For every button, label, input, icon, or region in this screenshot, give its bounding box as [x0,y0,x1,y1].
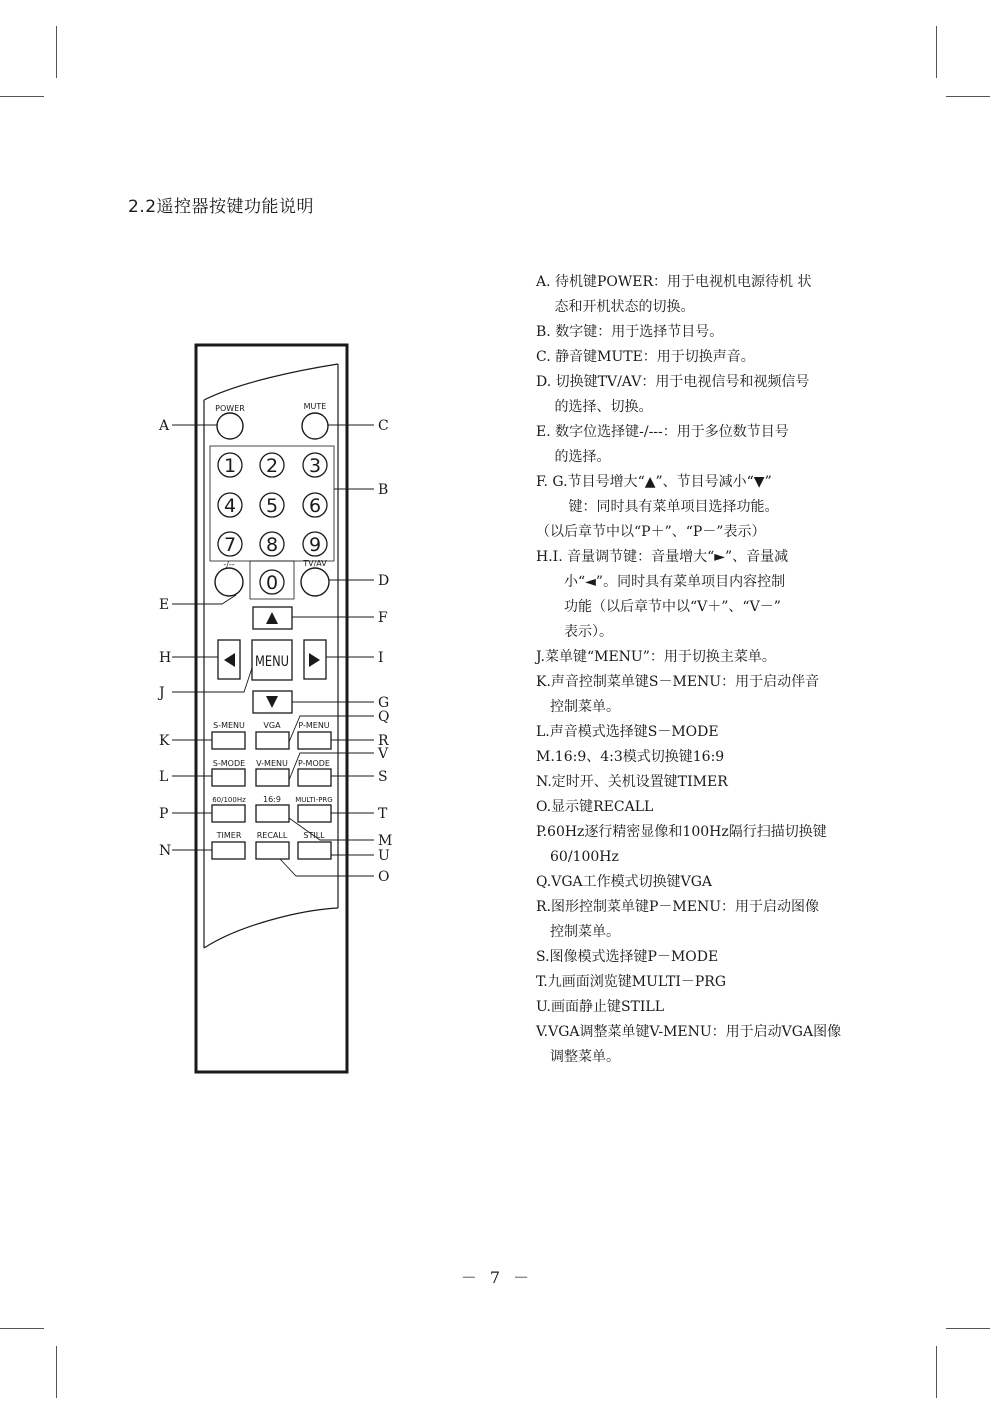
description-line: 控制菜单。 [536,924,620,940]
description-line: 的选择。 [536,449,611,465]
crop-mark [946,1328,990,1329]
callout-P: P [159,806,169,822]
callout-B: B [378,482,389,498]
callout-R: R [378,733,389,749]
tvav-button[interactable] [301,568,329,596]
digit-label-6: 6 [308,495,322,517]
description-line: O.显示键RECALL [536,799,654,815]
smenu-label: S-MENU [213,721,245,730]
timer-label: TIMER [216,831,242,840]
ratio-label: 16:9 [263,795,281,804]
dash-button[interactable] [215,568,243,596]
description-line: 控制菜单。 [536,699,620,715]
callout-K: K [159,733,170,749]
multiprg-label: MULTI-PRG [295,796,333,804]
vga-button[interactable] [256,732,289,749]
callout-T: T [378,806,388,822]
still-label: STILL [303,831,325,840]
digit-label-5: 5 [265,495,279,517]
crop-mark [936,1346,937,1398]
description-line: D. 切换键TV/AV：用于电视信号和视频信号 [536,374,810,390]
callout-H: H [159,650,172,666]
remote-bottom-curve [204,908,338,948]
description-line: 功能（以后章节中以“V＋”、“V－” [536,599,781,615]
callout-F: F [378,610,388,626]
vga-label: VGA [263,721,281,730]
callout-S: S [378,769,388,785]
hz-label: 60/100Hz [212,796,246,804]
description-line: 60/100Hz [536,849,619,865]
remote-top-curve [204,364,338,400]
callout-D: D [378,573,390,589]
smode-label: S-MODE [212,759,246,768]
description-line: U.画面静止键STILL [536,999,665,1015]
digit-label-1: 1 [223,455,237,477]
digit-label-2: 2 [265,455,279,477]
callout-C: C [378,418,389,434]
digit-label-7: 7 [223,534,237,556]
ratio-button[interactable] [256,805,289,822]
description-line: 态和开机状态的切换。 [536,299,695,315]
callout-O: O [378,869,390,885]
crop-mark [56,26,57,78]
pmode-label: P-MODE [298,759,330,768]
still-button[interactable] [298,842,331,859]
crop-mark [56,1346,57,1398]
description-line: V.VGA调整菜单键V-MENU：用于启动VGA图像 [536,1024,842,1040]
crop-mark [0,1328,44,1329]
down-arrow-icon [266,696,278,708]
tvav-label: TV/AV [303,559,327,568]
crop-mark [936,26,937,78]
remote-diagram [150,335,400,1080]
callout-V: V [378,746,389,762]
callout-G: G [378,695,390,711]
section-heading: 2.2遥控器按键功能说明 [128,197,315,217]
description-line: H.I. 音量调节键：音量增大“►”、音量减 [536,549,789,565]
description-line: M.16:9、4:3模式切换键16:9 [536,749,725,765]
right-arrow-icon [309,653,320,667]
description-line: A. 待机键POWER：用于电视机电源待机 状 [536,274,812,290]
key-description-list [536,270,876,1070]
mute-label: MUTE [303,402,327,411]
hz-button[interactable] [212,805,245,822]
digit-label-3: 3 [308,455,322,477]
description-line: C. 静音键MUTE：用于切换声音。 [536,349,755,365]
menu-label: MENU [255,654,289,670]
description-line: 小“◄”。同时具有菜单项目内容控制 [536,574,786,590]
digit-label-0: 0 [265,572,279,594]
pmenu-label: P-MENU [298,721,330,730]
vmenu-label: V-MENU [256,759,288,768]
power-button[interactable] [217,413,243,439]
callout-J: J [159,685,165,701]
smode-button[interactable] [212,769,245,786]
description-line: Q.VGA工作模式切换键VGA [536,874,713,890]
description-line: P.60Hz逐行精密显像和100Hz隔行扫描切换键 [536,824,827,840]
description-line: （以后章节中以“P＋”、“P－”表示） [536,524,766,540]
description-line: B. 数字键：用于选择节目号。 [536,324,724,340]
crop-mark [946,96,990,97]
description-line: F. G.节目号增大“▲”、节目号减小“▼” [536,474,772,490]
description-line: S.图像模式选择键P－MODE [536,949,719,965]
power-label: POWER [215,404,245,413]
multiprg-button[interactable] [298,805,331,822]
description-line: T.九画面浏览键MULTI－PRG [536,974,727,990]
description-line: 的选择、切换。 [536,399,653,415]
callout-Q: Q [378,709,390,725]
callout-E: E [159,597,170,613]
crop-mark [0,96,44,97]
description-line: L.声音模式选择键S－MODE [536,724,719,740]
left-arrow-icon [224,653,235,667]
up-arrow-icon [266,612,278,624]
description-line: 调整菜单。 [536,1049,620,1065]
callout-N: N [159,843,172,859]
description-line: E. 数字位选择键-/---：用于多位数节目号 [536,424,789,440]
callout-I: I [378,650,384,666]
description-line: 表示）。 [536,624,613,640]
description-line: J.菜单键“MENU”：用于切换主菜单。 [536,649,776,665]
digit-label-9: 9 [308,534,322,556]
dash-label: -/-- [223,560,235,569]
pmode-button[interactable] [298,769,331,786]
mute-button[interactable] [302,413,328,439]
callout-M: M [378,833,393,849]
timer-button[interactable] [212,842,245,859]
callout-L: L [159,769,169,785]
description-line: 键：同时具有菜单项目选择功能。 [536,499,779,515]
pmenu-button[interactable] [298,732,331,749]
description-line: N.定时开、关机设置键TIMER [536,774,728,790]
description-line: K.声音控制菜单键S－MENU：用于启动伴音 [536,674,820,690]
digit-label-4: 4 [223,495,237,517]
description-line: R.图形控制菜单键P－MENU：用于启动图像 [536,899,820,915]
digit-label-8: 8 [265,534,279,556]
recall-label: RECALL [256,831,288,840]
smenu-button[interactable] [212,732,245,749]
recall-button[interactable] [256,842,289,859]
vmenu-button[interactable] [256,769,289,786]
callout-U: U [378,848,390,864]
page-number: － 7 － [460,1268,534,1287]
callout-A: A [159,418,170,434]
